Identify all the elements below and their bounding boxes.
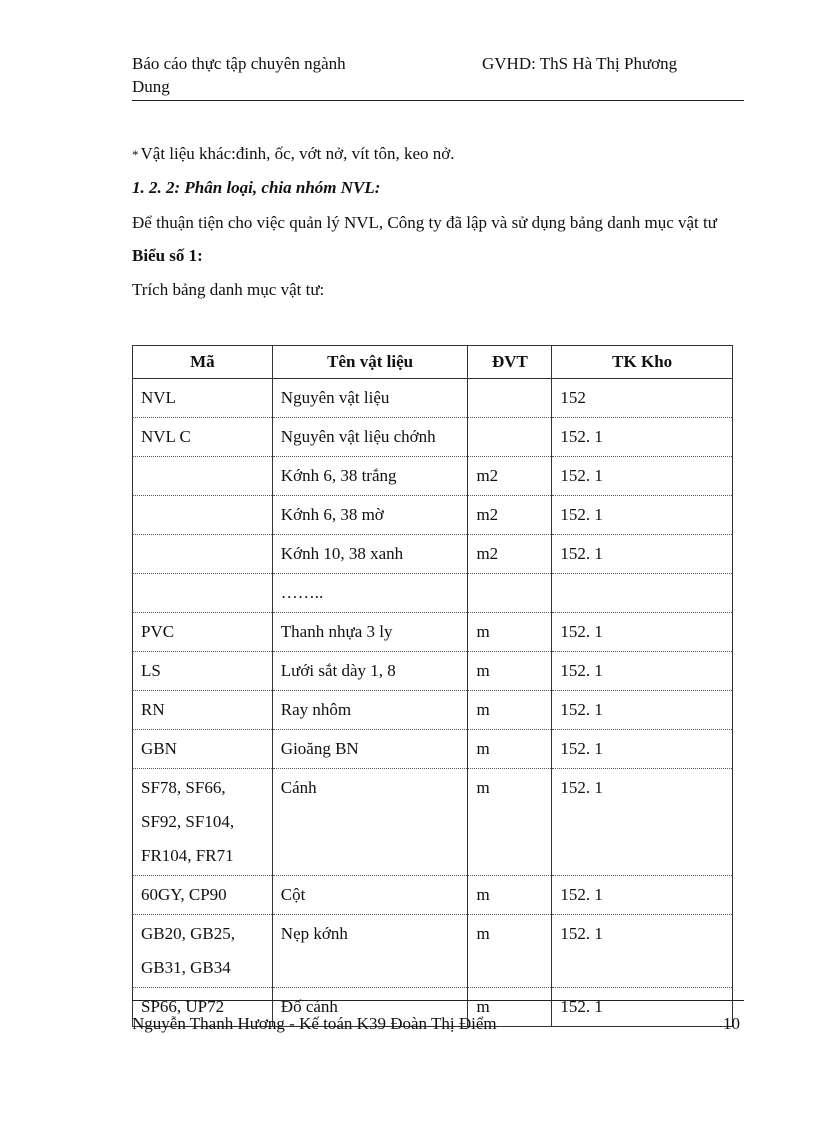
cell-name-text: Nguyên vật liệu chớnh [280, 427, 436, 446]
footer-author: Nguyễn Thanh Hương - Kế toán K39 Đoàn Thị Điểm [132, 1014, 497, 1033]
table-row [133, 876, 733, 915]
cell-unit [468, 418, 552, 457]
cell-unit-text: m [476, 739, 490, 758]
header-account: TK Kho [552, 346, 733, 379]
cell-name [272, 613, 468, 652]
cell-unit [468, 574, 552, 613]
cell-unit-text: m2 [476, 505, 499, 524]
cell-name [272, 691, 468, 730]
table-row [133, 769, 733, 876]
cell-unit [468, 535, 552, 574]
intro-paragraph: Để thuận tiện cho việc quản lý NVL, Công ty đã lập và sử dụng bảng danh mục vật tư [132, 213, 717, 232]
cell-unit-text: m [476, 924, 490, 943]
cell-name [272, 915, 468, 988]
cell-account [552, 535, 733, 574]
cell-account-text: 152 [560, 388, 586, 407]
footer-divider [132, 1000, 744, 1001]
cell-unit-text: m2 [476, 544, 499, 563]
cell-name-text: …….. [280, 583, 324, 602]
cell-account-text: 152. 1 [560, 885, 603, 904]
cell-unit [468, 915, 552, 988]
cell-unit-text [476, 578, 543, 612]
cell-code [133, 730, 273, 769]
cell-unit-text: m [476, 778, 490, 797]
cell-code [133, 418, 273, 457]
table-row [133, 418, 733, 457]
cell-code-line [141, 578, 264, 612]
cell-code [133, 613, 273, 652]
cell-code [133, 496, 273, 535]
cell-account-text: 152. 1 [560, 622, 603, 641]
cell-account-text: 152. 1 [560, 505, 603, 524]
cell-account-text: 152. 1 [560, 700, 603, 719]
cell-account [552, 379, 733, 418]
cell-account [552, 915, 733, 988]
cell-code-line: GB31, GB34 [141, 958, 231, 977]
cell-name-text: Kớnh 6, 38 trắng [280, 466, 397, 485]
cell-name [272, 876, 468, 915]
materials-table [132, 345, 733, 1027]
cell-code [133, 379, 273, 418]
cell-name-text: Lưới sắt dày 1, 8 [280, 661, 396, 680]
cell-account [552, 418, 733, 457]
cell-account-text: 152. 1 [560, 739, 603, 758]
cell-code-line: GB20, GB25, [141, 924, 235, 943]
cell-name-text: Ray nhôm [280, 700, 352, 719]
cell-unit-text: m [476, 997, 490, 1016]
cell-code-line [141, 500, 264, 534]
page-header [132, 52, 744, 101]
report-title [132, 52, 422, 98]
table-row [133, 379, 733, 418]
table-row [133, 613, 733, 652]
cell-code-line: NVL C [141, 427, 191, 446]
cell-code [133, 457, 273, 496]
cell-name-text: Thanh nhựa 3 ly [280, 622, 393, 641]
cell-code-line: 60GY, CP90 [141, 885, 227, 904]
cell-account [552, 457, 733, 496]
cell-name [272, 379, 468, 418]
cell-code-line [141, 539, 264, 573]
cell-account [552, 988, 733, 1027]
cell-code-line: LS [141, 661, 161, 680]
cell-account [552, 691, 733, 730]
cell-name [272, 496, 468, 535]
bullet-icon: * [132, 147, 139, 162]
cell-code-line: PVC [141, 622, 175, 641]
cell-code [133, 769, 273, 876]
cell-unit-text: m2 [476, 466, 499, 485]
cell-code-line [141, 461, 264, 495]
cell-unit-text [476, 383, 543, 417]
cell-unit [468, 496, 552, 535]
table-row [133, 496, 733, 535]
cell-unit [468, 379, 552, 418]
cell-unit [468, 730, 552, 769]
table-header-row [133, 346, 733, 379]
cell-name-text: Cột [280, 885, 306, 904]
cell-unit [468, 613, 552, 652]
other-materials-line [132, 138, 744, 172]
page-body [132, 138, 744, 308]
cell-code [133, 915, 273, 988]
cell-name [272, 652, 468, 691]
cell-account [552, 652, 733, 691]
cell-name [272, 457, 468, 496]
header-unit: ĐVT [468, 346, 552, 379]
cell-account-text: 152. 1 [560, 427, 603, 446]
cell-account [552, 574, 733, 613]
cell-name [272, 574, 468, 613]
cell-name-text: Kớnh 10, 38 xanh [280, 544, 404, 563]
cell-code-line: SP66, UP72 [141, 997, 225, 1016]
cell-unit-text: m [476, 622, 490, 641]
cell-name-text: Cánh [280, 778, 317, 797]
cell-code-line: GBN [141, 739, 177, 758]
cell-name [272, 769, 468, 876]
cell-account-text: 152. 1 [560, 661, 603, 680]
report-title-line1: Báo cáo thực tập chuyên ngành [132, 54, 346, 73]
cell-unit [468, 691, 552, 730]
cell-name-text: Gioăng BN [280, 739, 359, 758]
cell-account-text: 152. 1 [560, 544, 603, 563]
cell-unit [468, 876, 552, 915]
header-code: Mã [133, 346, 273, 379]
cell-code [133, 535, 273, 574]
cell-name-text: Nẹp kớnh [280, 924, 348, 943]
table-row [133, 574, 733, 613]
cell-unit-text: m [476, 700, 490, 719]
table-row [133, 535, 733, 574]
cell-code [133, 652, 273, 691]
cell-account-text: 152. 1 [560, 778, 603, 797]
supervisor: GVHD: ThS Hà Thị Phương [482, 54, 678, 73]
table-label: Biểu số 1: [132, 246, 203, 265]
cell-code-line: SF78, SF66, [141, 778, 226, 797]
cell-code-line: NVL [141, 388, 176, 407]
cell-unit-text: m [476, 885, 490, 904]
cell-code [133, 876, 273, 915]
cell-code-line: SF92, SF104, [141, 812, 235, 831]
table-row [133, 730, 733, 769]
cell-account [552, 769, 733, 876]
cell-code-line: FR104, FR71 [141, 846, 234, 865]
cell-unit-text [476, 422, 543, 456]
cell-name-text: Đố cánh [280, 997, 338, 1016]
cell-name [272, 730, 468, 769]
other-materials-text: Vật liệu khác:đinh, ốc, vớt nở, vít tôn, keo nở. [140, 144, 455, 163]
cell-unit [468, 457, 552, 496]
cell-name-text: Nguyên vật liệu [280, 388, 390, 407]
cell-account-text: 152. 1 [560, 466, 603, 485]
table-row [133, 457, 733, 496]
cell-account [552, 496, 733, 535]
cell-unit-text: m [476, 661, 490, 680]
cell-code [133, 691, 273, 730]
table-caption: Trích bảng danh mục vật tư: [132, 280, 325, 299]
cell-account-text [560, 578, 724, 612]
table-body [133, 379, 733, 1027]
cell-name [272, 418, 468, 457]
cell-name [272, 535, 468, 574]
cell-account [552, 613, 733, 652]
report-title-line2: Dung [132, 77, 170, 96]
cell-name-text: Kớnh 6, 38 mờ [280, 505, 384, 524]
cell-code [133, 574, 273, 613]
cell-account-text: 152. 1 [560, 997, 603, 1016]
table-row [133, 915, 733, 988]
table-row [133, 691, 733, 730]
cell-unit [468, 769, 552, 876]
cell-code-line: RN [141, 700, 165, 719]
table-row [133, 652, 733, 691]
cell-unit [468, 652, 552, 691]
section-heading: 1. 2. 2: Phân loại, chia nhóm NVL: [132, 178, 381, 197]
header-name: Tên vật liệu [272, 346, 468, 379]
page-number: 10 [723, 1014, 740, 1033]
cell-account-text: 152. 1 [560, 924, 603, 943]
cell-account [552, 876, 733, 915]
cell-account [552, 730, 733, 769]
